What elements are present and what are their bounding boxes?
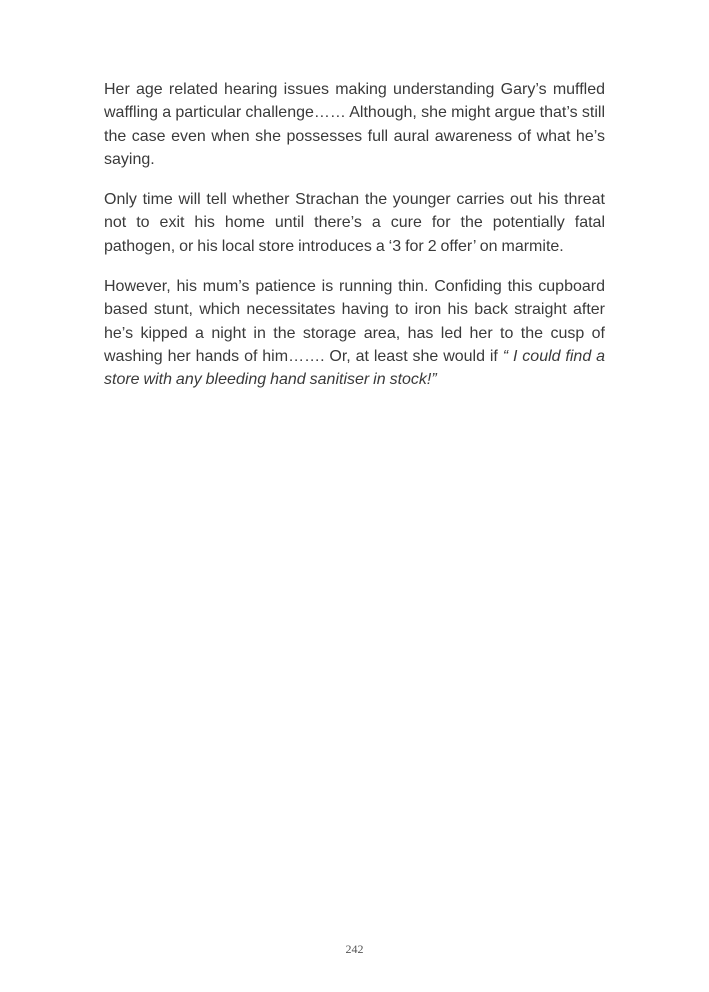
body-text bbox=[104, 78, 605, 392]
paragraph-1: Her age related hearing issues making understanding Gary’s muffled waffling a particular challenge…… Although, she might argue that’s still the case even when she possesses full aural awareness of what he’s saying. bbox=[104, 81, 605, 168]
paragraph-3 bbox=[104, 275, 605, 391]
paragraph-3-quote: “ I could find a store with any bleeding hand sanitiser in stock!” bbox=[104, 347, 606, 389]
page-number: 242 bbox=[345, 942, 364, 956]
paragraph-3-text: However, his mum’s patience is running thin. Confiding this cupboard based stunt, which necessitates having to iron his back straight after he’s kipped a night in the storage area, has led her to the cusp of washing her hands of him……. Or, at least she would if bbox=[104, 278, 605, 365]
paragraph-2: Only time will tell whether Strachan the younger carries out his threat not to exit his home until there’s a cure for the potentially fatal pathogen, or his local store introduces a ‘3 for 2 offer’ on marmite. bbox=[104, 191, 605, 255]
